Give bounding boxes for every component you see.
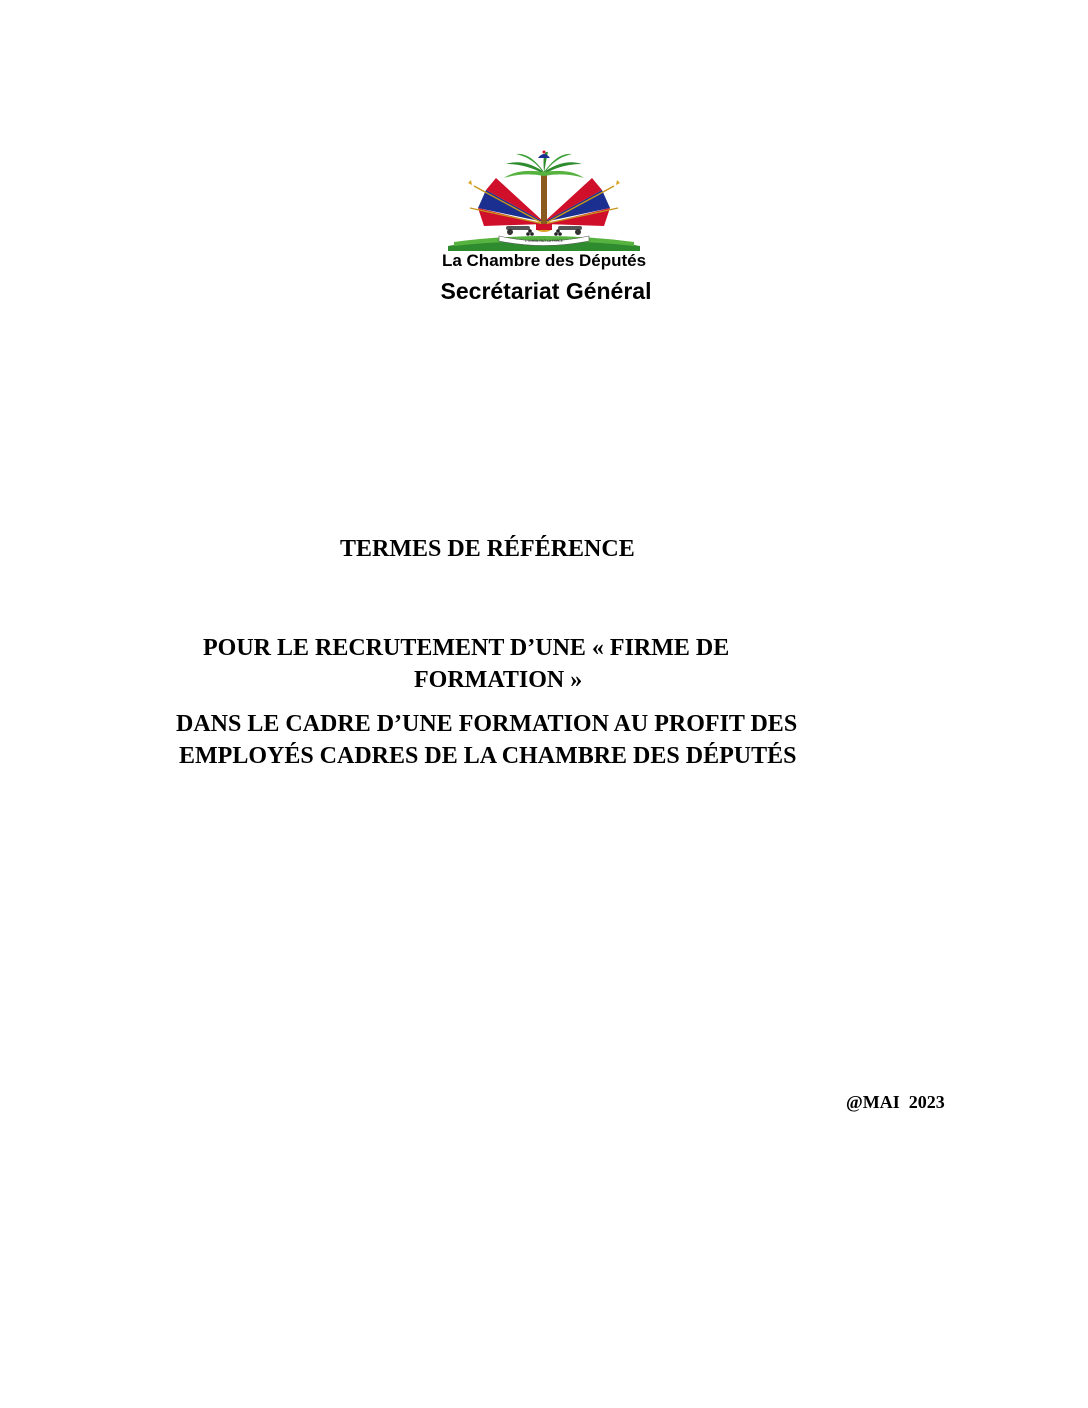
subtitle-line-2: FORMATION » <box>414 667 583 693</box>
document-title: TERMES DE RÉFÉRENCE <box>340 536 635 562</box>
emblem-motto: L'UNION FAIT LA FORCE <box>525 239 563 243</box>
institution-name: La Chambre des Députés <box>441 251 647 270</box>
document-date: @MAI 2023 <box>846 1092 945 1112</box>
subtitle-line-4: EMPLOYÉS CADRES DE LA CHAMBRE DES DÉPUTÉS <box>179 743 797 769</box>
subtitle-line-3: DANS LE CADRE D’UNE FORMATION AU PROFIT DES <box>176 711 798 737</box>
department-name: Secrétariat Général <box>440 278 652 304</box>
haiti-coat-of-arms-emblem <box>444 150 644 252</box>
subtitle-line-1: POUR LE RECRUTEMENT D’UNE « FIRME DE <box>203 635 730 661</box>
